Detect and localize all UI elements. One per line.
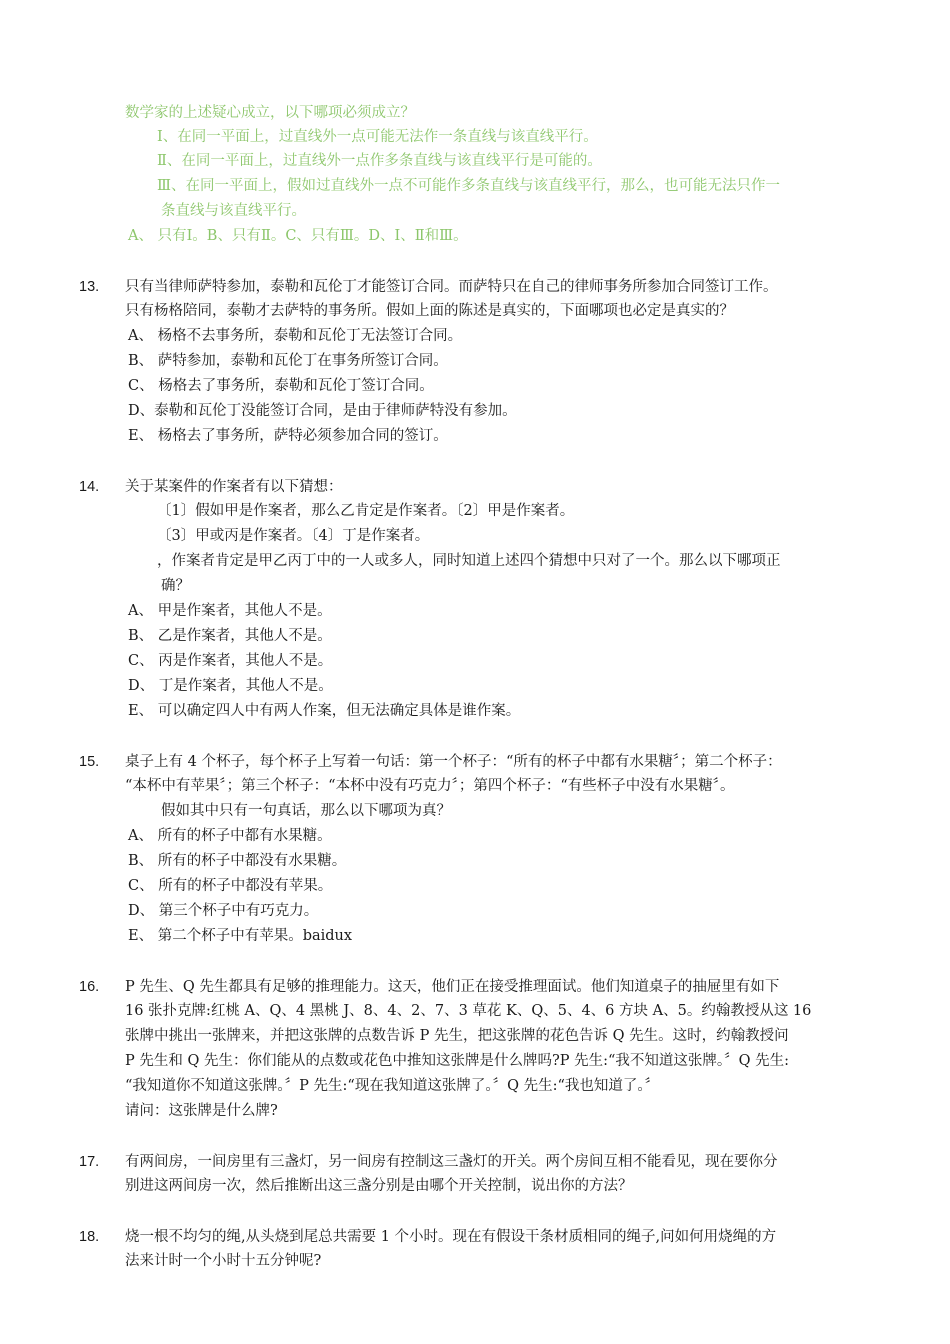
question-14-number: 14. <box>79 479 100 495</box>
question-18-number: 18. <box>79 1229 100 1245</box>
question-15-option-e: E、 第二个杯子中有苹果。baidux <box>128 928 353 944</box>
question-16-line-5: “我知道你不知道这张牌。〞P 先生:“现在我知道这张牌了。〞Q 先生:“我也知道了。〞 <box>125 1078 660 1094</box>
question-14-line-2: 〔1〕假如甲是作案者，那么乙肯定是作案者。〔2〕甲是作案者。 <box>157 503 575 519</box>
question-15-option-c: C、 所有的杯子中都没有苹果。 <box>128 878 333 894</box>
intro-statement-3-cont: 条直线与该直线平行。 <box>161 203 306 219</box>
question-14-line-4: ，作案者肯定是甲乙丙丁中的一人或多人，同时知道上述四个猜想中只对了一个。那么以下哪项正 <box>157 553 781 569</box>
question-16-line-3: 张牌中挑出一张牌来，并把这张牌的点数告诉 P 先生，把这张牌的花色告诉 Q 先生。这时，约翰教授问 <box>125 1028 789 1044</box>
question-13-option-e: E、 杨格去了事务所，萨特必须参加合同的签订。 <box>128 428 448 444</box>
question-15-option-d: D、 第三个杯子中有巧克力。 <box>128 903 319 919</box>
question-15-number: 15. <box>79 754 100 770</box>
question-13-line-1: 只有当律师萨特参加，泰勒和瓦伦丁才能签订合同。而萨特只在自己的律师事务所参加合同签订工作。 <box>125 279 778 295</box>
question-16-line-6: 请问：这张牌是什么牌? <box>125 1103 278 1119</box>
question-13-option-d: D、泰勒和瓦伦丁没能签订合同，是由于律师萨特没有参加。 <box>128 403 517 419</box>
question-14-option-e: E、 可以确定四人中有两人作案，但无法确定具体是谁作案。 <box>128 703 521 719</box>
question-14-line-1: 关于某案件的作案者有以下猜想： <box>125 479 343 495</box>
question-18-line-2: 法来计时一个小时十五分钟呢? <box>125 1253 322 1269</box>
question-15-line-3: 假如其中只有一句真话，那么以下哪项为真？ <box>161 803 451 819</box>
question-14-option-c: C、 丙是作案者，其他人不是。 <box>128 653 333 669</box>
question-13-number: 13. <box>79 279 100 295</box>
question-16-line-4: P 先生和 Q 先生：你们能从的点数或花色中推知这张牌是什么牌吗?P 先生:“我不知道这张牌。〞Q 先生: <box>125 1053 790 1069</box>
question-14-line-3: 〔3〕甲或丙是作案者。〔4〕丁是作案者。 <box>157 528 430 544</box>
question-18-line-1: 烧一根不均匀的绳,从头烧到尾总共需要 1 个小时。现在有假设干条材质相同的绳子,问如何用烧绳的方 <box>125 1229 777 1245</box>
question-13-option-c: C、 杨格去了事务所，泰勒和瓦伦丁签订合同。 <box>128 378 434 394</box>
question-17-line-2: 别进这两间房一次，然后推断出这三盏分别是由哪个开关控制，说出你的方法？ <box>125 1178 633 1194</box>
question-14-option-b: B、 乙是作案者，其他人不是。 <box>128 628 332 644</box>
question-14-line-5: 确？ <box>161 578 190 594</box>
intro-statement-2: Ⅱ、在同一平面上，过直线外一点作多条直线与该直线平行是可能的。 <box>157 153 602 169</box>
intro-question-line: 数学家的上述疑心成立，以下哪项必须成立？ <box>125 105 415 121</box>
question-13-option-b: B、 萨特参加，泰勒和瓦伦丁在事务所签订合同。 <box>128 353 448 369</box>
intro-statement-1: Ⅰ、在同一平面上，过直线外一点可能无法作一条直线与该直线平行。 <box>157 129 598 145</box>
question-16-line-2: 16 张扑克牌:红桃 A、Q、4 黑桃 J、8、4、2、7、3 草花 K、Q、5、4、6 方块 A、5。约翰教授从这 16 <box>125 1003 812 1019</box>
question-17-number: 17. <box>79 1154 100 1170</box>
question-16-number: 16. <box>79 979 100 995</box>
question-17-line-1: 有两间房，一间房里有三盏灯，另一间房有控制这三盏灯的开关。两个房间互相不能看见，现在要你分 <box>125 1154 778 1170</box>
question-14-option-a: A、 甲是作案者，其他人不是。 <box>128 603 332 619</box>
intro-options: A、 只有Ⅰ。B、只有Ⅱ。C、只有Ⅲ。D、Ⅰ、Ⅱ和Ⅲ。 <box>128 228 468 244</box>
question-16-line-1: P 先生、Q 先生都具有足够的推理能力。这天，他们正在接受推理面试。他们知道桌子的抽屉里有如下 <box>125 979 780 995</box>
intro-statement-3: Ⅲ、在同一平面上，假如过直线外一点不可能作多条直线与该直线平行，那么，也可能无法只作一 <box>157 178 780 194</box>
question-15-line-2: “本杯中有苹果〞；第三个杯子：“本杯中没有巧克力〞；第四个杯子：“有些杯子中没有水果糖〞。 <box>125 778 735 794</box>
question-13-option-a: A、 杨格不去事务所，泰勒和瓦伦丁无法签订合同。 <box>128 328 463 344</box>
question-15-line-1: 桌子上有 4 个杯子，每个杯子上写着一句话：第一个杯子：“所有的杯子中都有水果糖〞；第二个杯子： <box>125 754 782 770</box>
question-13-line-2: 只有杨格陪同，泰勒才去萨特的事务所。假如上面的陈述是真实的，下面哪项也必定是真实的？ <box>125 303 734 319</box>
question-15-option-a: A、 所有的杯子中都有水果糖。 <box>128 828 332 844</box>
question-14-option-d: D、 丁是作案者，其他人不是。 <box>128 678 333 694</box>
question-15-option-b: B、 所有的杯子中都没有水果糖。 <box>128 853 347 869</box>
